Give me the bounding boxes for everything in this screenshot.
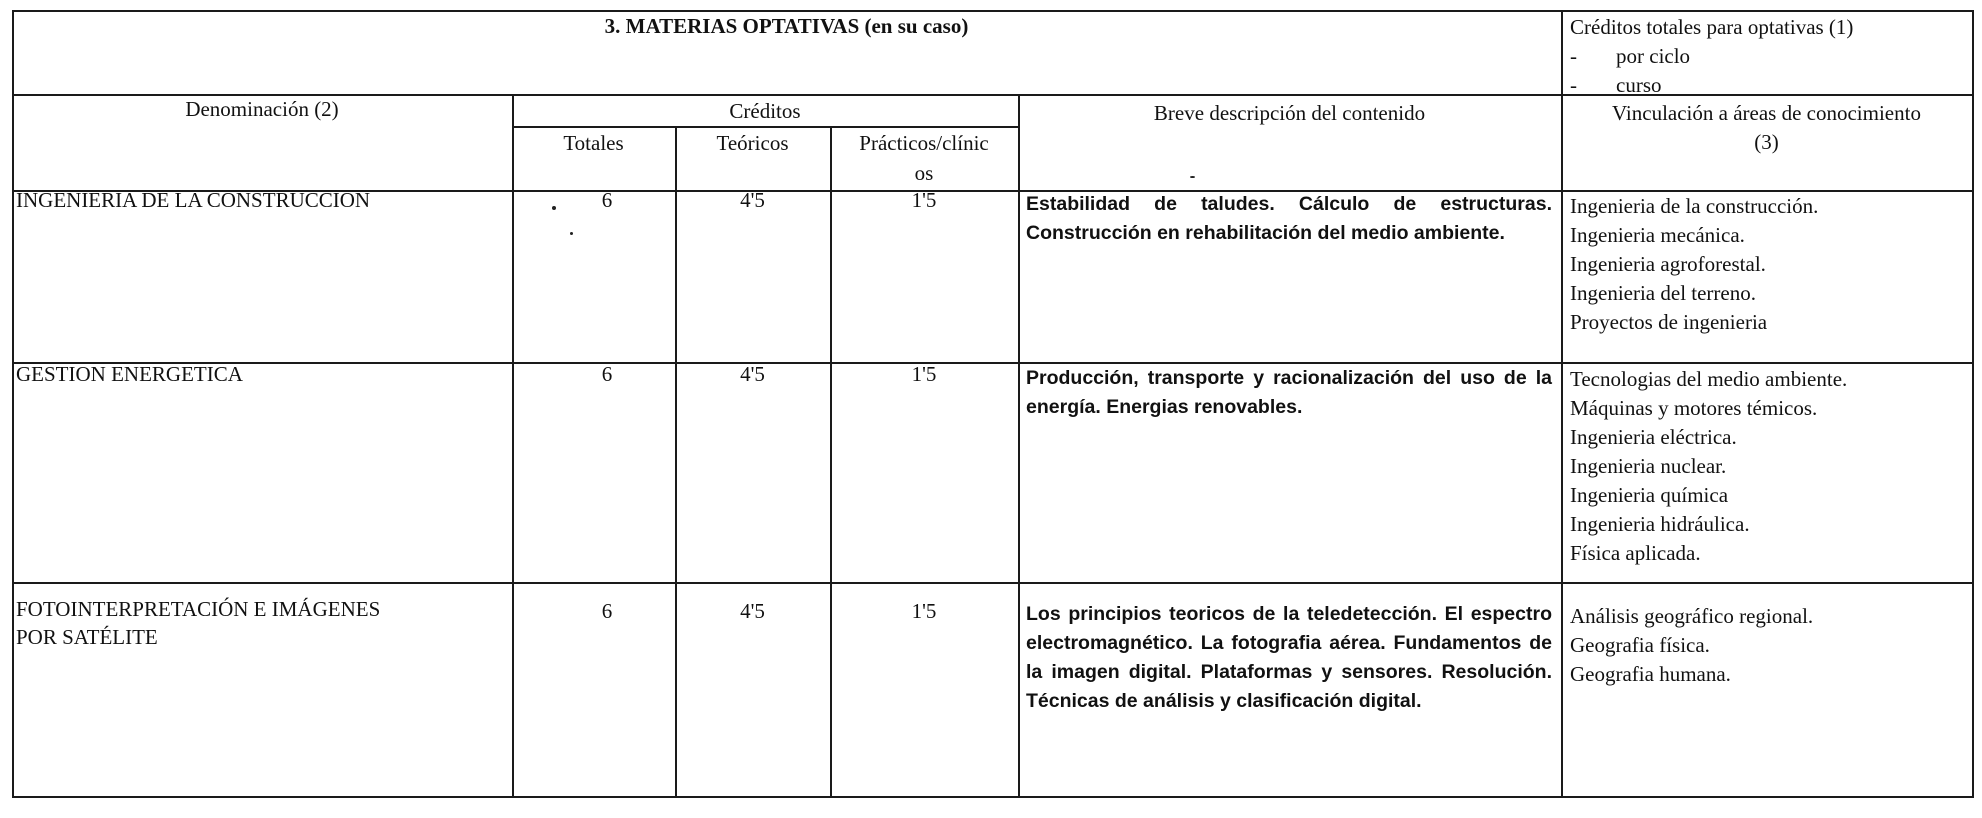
- area-item: Ingenieria química: [1570, 483, 1729, 507]
- table-border-left: [12, 10, 14, 798]
- row-descripcion: Producción, transporte y racionalización del uso de la energía. Energias renovables.: [1026, 367, 1552, 418]
- column-header-totales: Totales: [563, 131, 624, 155]
- row-descripcion: Los principios teoricos de la teledetección. El espectro electromagnético. La fotografia aérea. Fundamentos de la imagen digital. Plataformas y sensores. Resolución. Técnicas de análisis y clasificación digital.: [1026, 603, 1552, 712]
- area-item: Proyectos de ingenieria: [1570, 310, 1768, 334]
- credits-note-bullet: -: [1570, 73, 1577, 97]
- col-divider-practicos: [830, 126, 832, 798]
- row-denominacion-cont: POR SATÉLITE: [16, 625, 158, 649]
- area-item: Ingenieria nuclear.: [1570, 454, 1727, 478]
- area-item: Ingenieria del terreno.: [1570, 281, 1756, 305]
- row-totales: 6: [601, 188, 613, 212]
- row-practicos: 1'5: [911, 362, 937, 386]
- row-denominacion: INGENIERIA DE LA CONSTRUCCION: [16, 188, 371, 212]
- column-header-practicos: Prácticos/clínic: [859, 131, 989, 155]
- area-item: Física aplicada.: [1570, 541, 1701, 565]
- column-header-vinculacion: Vinculación a áreas de conocimiento: [1612, 101, 1921, 125]
- credits-note-item: por ciclo: [1616, 44, 1691, 68]
- creditos-subheader-divider: [512, 126, 1018, 128]
- row-divider: [12, 582, 1974, 584]
- area-item: Ingenieria de la construcción.: [1570, 194, 1819, 218]
- row-practicos: 1'5: [911, 188, 937, 212]
- row-areas-list: [1570, 365, 1847, 568]
- col-divider-teoricos: [675, 126, 677, 798]
- column-header-denominacion: Denominación (2): [185, 97, 339, 121]
- scan-speck: [1190, 176, 1195, 178]
- area-item: Ingenieria mecánica.: [1570, 223, 1745, 247]
- credits-note-bullet: -: [1570, 44, 1577, 68]
- row-teoricos: 4'5: [740, 188, 765, 212]
- column-header-creditos: Créditos: [729, 99, 801, 123]
- area-item: Máquinas y motores témicos.: [1570, 396, 1818, 420]
- area-item: Ingenieria hidráulica.: [1570, 512, 1750, 536]
- row-denominacion: GESTION ENERGETICA: [16, 362, 243, 386]
- row-totales: 6: [601, 599, 613, 623]
- row-practicos: 1'5: [911, 599, 937, 623]
- column-header-practicos-cont: os: [914, 161, 934, 185]
- section-title: 3. MATERIAS OPTATIVAS (en su caso): [604, 14, 969, 38]
- table-border-bottom: [12, 796, 1974, 798]
- scan-speck: [570, 232, 573, 235]
- column-header-vinculacion-cont: (3): [1754, 130, 1779, 154]
- area-item: Tecnologias del medio ambiente.: [1570, 367, 1848, 391]
- area-item: Geografia humana.: [1570, 662, 1731, 686]
- row-teoricos: 4'5: [740, 362, 765, 386]
- col-divider-descripcion: [1018, 94, 1020, 798]
- credits-note-title: Créditos totales para optativas (1): [1570, 15, 1854, 39]
- row-denominacion: FOTOINTERPRETACIÓN E IMÁGENES: [16, 597, 381, 621]
- area-item: Geografia física.: [1570, 633, 1710, 657]
- scan-speck: [552, 206, 556, 210]
- column-header-descripcion: Breve descripción del contenido: [1153, 101, 1426, 125]
- table-border-right: [1972, 10, 1974, 798]
- area-item: Análisis geográfico regional.: [1570, 604, 1814, 628]
- row-descripcion: Estabilidad de taludes. Cálculo de estructuras. Construcción en rehabilitación del medio ambiente.: [1026, 193, 1552, 244]
- row-teoricos: 4'5: [740, 599, 765, 623]
- area-item: Ingenieria agroforestal.: [1570, 252, 1766, 276]
- row-areas-list: [1570, 192, 1818, 337]
- credits-note-item: curso: [1616, 73, 1662, 97]
- optativas-table: [12, 10, 1974, 800]
- row-areas-list: [1570, 602, 1813, 689]
- column-header-teoricos: Teóricos: [716, 131, 789, 155]
- area-item: Ingenieria eléctrica.: [1570, 425, 1737, 449]
- row-totales: 6: [601, 362, 613, 386]
